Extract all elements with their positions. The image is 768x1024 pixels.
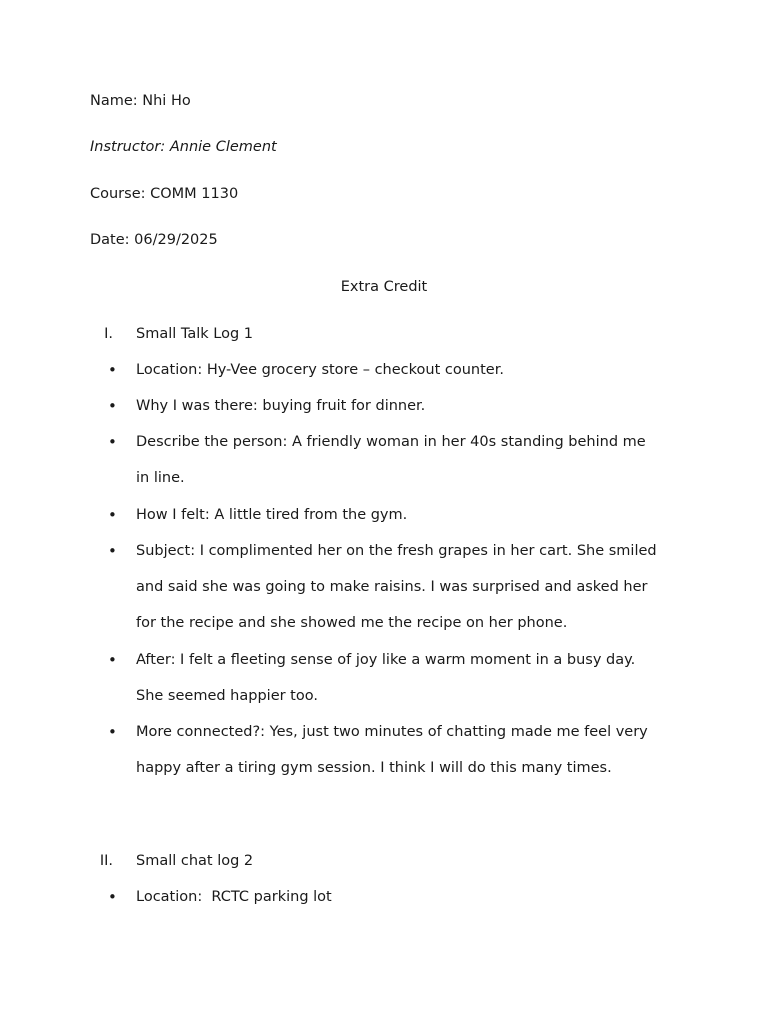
bullet-icon: • (108, 361, 117, 379)
instructor-name: Instructor: Annie Clement (90, 139, 277, 155)
list-item-text: happy after a tiring gym session. I think I will do this many times. (136, 760, 612, 776)
bullet-icon: • (108, 651, 117, 669)
list-item-text: She seemed happier too. (136, 688, 318, 704)
section-heading: Small chat log 2 (136, 853, 254, 869)
list-item-text: Why I was there: buying fruit for dinner. (136, 398, 426, 414)
document-date: Date: 06/29/2025 (90, 232, 218, 248)
document-title: Extra Credit (340, 279, 428, 295)
list-item-text: for the recipe and she showed me the recipe on her phone. (136, 615, 568, 631)
list-item-text: in line. (136, 470, 185, 486)
list-item-text: Subject: I complimented her on the fresh grapes in her cart. She smiled (136, 543, 657, 559)
section-numeral: I. (104, 326, 113, 342)
list-item-text: Location: Hy-Vee grocery store – checkout counter. (136, 362, 504, 378)
student-name: Name: Nhi Ho (90, 93, 191, 109)
section-heading: Small Talk Log 1 (136, 326, 253, 342)
list-item-text: Describe the person: A friendly woman in her 40s standing behind me (136, 434, 646, 450)
bullet-icon: • (108, 397, 117, 415)
bullet-icon: • (108, 506, 117, 524)
bullet-icon: • (108, 542, 117, 560)
list-item-text: After: I felt a fleeting sense of joy like a warm moment in a busy day. (136, 652, 636, 668)
bullet-icon: • (108, 888, 117, 906)
course-code: Course: COMM 1130 (90, 186, 239, 202)
list-item-text: More connected?: Yes, just two minutes of chatting made me feel very (136, 724, 648, 740)
section-numeral: II. (99, 853, 113, 869)
list-item-text: Location: RCTC parking lot (136, 889, 332, 905)
list-item-text: How I felt: A little tired from the gym. (136, 507, 408, 523)
bullet-icon: • (108, 723, 117, 741)
list-item-text: and said she was going to make raisins. I was surprised and asked her (136, 579, 648, 595)
bullet-icon: • (108, 433, 117, 451)
